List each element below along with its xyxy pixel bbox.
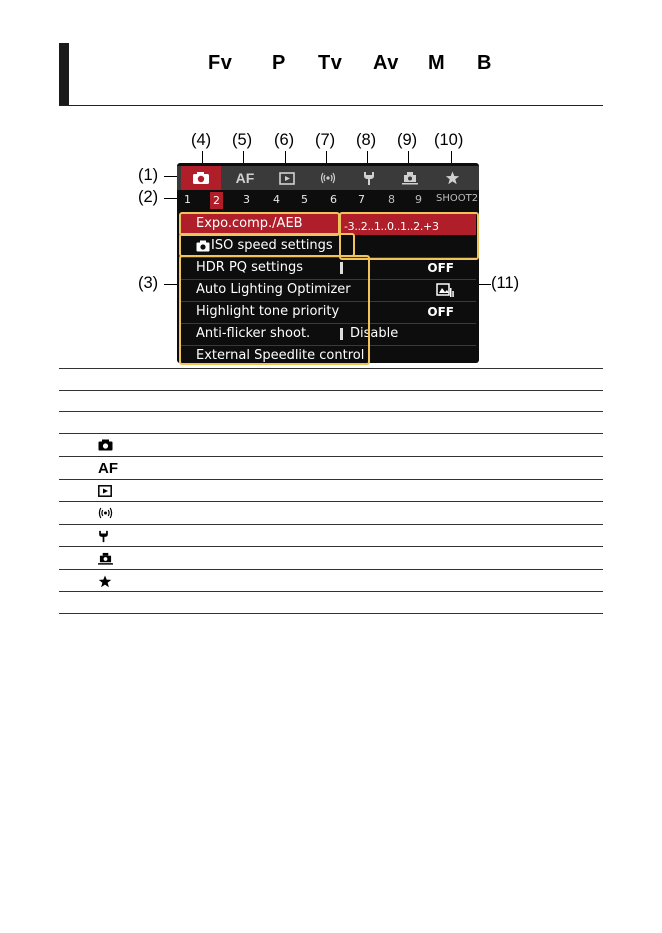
table-rule xyxy=(59,524,603,525)
callout-1: (1) xyxy=(138,166,159,184)
tab-af[interactable] xyxy=(225,166,265,190)
page-6[interactable]: 6 xyxy=(330,193,337,206)
menu-item-label: External Speedlite control xyxy=(196,348,365,363)
menu-item-highlight-tone[interactable] xyxy=(180,301,476,324)
table-rule xyxy=(59,591,603,592)
wrench-icon xyxy=(363,171,375,186)
mode-tv: Tv xyxy=(318,52,343,74)
mode-fv: Fv xyxy=(208,52,233,74)
mode-b: B xyxy=(477,52,492,74)
page-number-row xyxy=(177,191,479,211)
menu-item-speedlite[interactable] xyxy=(180,345,476,367)
page-9[interactable]: 9 xyxy=(415,193,422,206)
mode-av: Av xyxy=(373,52,399,74)
mode-m: M xyxy=(428,52,446,74)
wireless-icon xyxy=(320,172,336,184)
menu-item-label: ISO speed settings xyxy=(211,238,333,253)
callout-8: (8) xyxy=(356,131,377,149)
menu-item-iso-speed[interactable] xyxy=(180,235,476,258)
menu-item-value: Disable xyxy=(350,326,399,341)
header-accent-bar xyxy=(59,43,69,105)
callout-3: (3) xyxy=(138,274,159,292)
page-1[interactable]: 1 xyxy=(184,193,191,206)
camera-icon xyxy=(196,240,210,252)
value-indicator xyxy=(340,328,343,340)
callout-10: (10) xyxy=(434,131,464,149)
table-row xyxy=(98,480,112,502)
camera-icon xyxy=(98,439,113,451)
callout-9: (9) xyxy=(397,131,418,149)
table-rule xyxy=(59,368,603,369)
menu-item-auto-lighting[interactable] xyxy=(180,279,476,302)
menu-item-label: HDR PQ settings xyxy=(196,260,303,275)
page-7[interactable]: 7 xyxy=(358,193,365,206)
menu-tab-bar xyxy=(177,166,479,190)
menu-item-hdr-pq[interactable] xyxy=(180,257,476,280)
menu-item-expo-comp[interactable] xyxy=(180,213,476,235)
page-tab-name: SHOOT2 xyxy=(436,193,479,204)
tab-custom-functions[interactable] xyxy=(390,166,430,190)
menu-item-label: Highlight tone priority xyxy=(196,304,340,319)
header-rule xyxy=(59,105,603,106)
camera-icon xyxy=(192,171,210,185)
callout-4: (4) xyxy=(191,131,212,149)
menu-item-value: OFF xyxy=(427,305,454,319)
tab-my-menu[interactable] xyxy=(432,166,472,190)
page-4[interactable]: 4 xyxy=(273,193,280,206)
playback-icon xyxy=(98,485,112,497)
menu-item-anti-flicker[interactable] xyxy=(180,323,476,346)
menu-item-label: Anti-flicker shoot. xyxy=(196,326,311,341)
wireless-icon xyxy=(98,507,113,519)
table-row xyxy=(98,502,113,524)
wrench-icon xyxy=(98,530,109,543)
mode-p: P xyxy=(272,52,286,74)
table-rule xyxy=(59,456,603,457)
alo-icon xyxy=(436,283,454,298)
menu-item-label: Expo.comp./AEB xyxy=(196,216,303,231)
table-row xyxy=(98,434,113,456)
tab-playback[interactable] xyxy=(267,166,307,190)
custom-function-icon xyxy=(98,552,113,565)
page-3[interactable]: 3 xyxy=(243,193,250,206)
table-row xyxy=(98,570,112,592)
page-2-current[interactable]: 2 xyxy=(210,192,223,209)
af-icon: AF xyxy=(98,459,118,477)
value-indicator xyxy=(340,262,343,274)
playback-icon xyxy=(279,172,295,185)
table-rule xyxy=(59,411,603,412)
table-rule xyxy=(59,546,603,547)
exposure-scale: -3..2..1..0..1..2.+3 xyxy=(344,220,439,233)
table-rule xyxy=(59,501,603,502)
star-icon xyxy=(445,171,460,185)
menu-item-value: OFF xyxy=(427,261,454,275)
callout-7: (7) xyxy=(315,131,336,149)
custom-function-icon xyxy=(402,171,418,185)
tab-wireless[interactable] xyxy=(308,166,348,190)
table-rule xyxy=(59,569,603,570)
table-row xyxy=(98,547,113,569)
star-icon xyxy=(98,575,112,588)
table-rule xyxy=(59,390,603,391)
callout-5: (5) xyxy=(232,131,253,149)
callout-2: (2) xyxy=(138,188,159,206)
callout-11: (11) xyxy=(491,274,520,292)
page-8[interactable]: 8 xyxy=(388,193,395,206)
table-rule xyxy=(59,479,603,480)
table-rule xyxy=(59,433,603,434)
tab-shooting[interactable] xyxy=(181,166,221,190)
menu-item-label: Auto Lighting Optimizer xyxy=(196,282,351,297)
callout-6: (6) xyxy=(274,131,295,149)
table-row xyxy=(98,525,109,547)
page-5[interactable]: 5 xyxy=(301,193,308,206)
camera-menu-screen xyxy=(177,163,479,363)
af-icon: AF xyxy=(235,170,255,186)
table-rule xyxy=(59,613,603,614)
tab-setup[interactable] xyxy=(349,166,389,190)
table-row xyxy=(98,457,118,479)
